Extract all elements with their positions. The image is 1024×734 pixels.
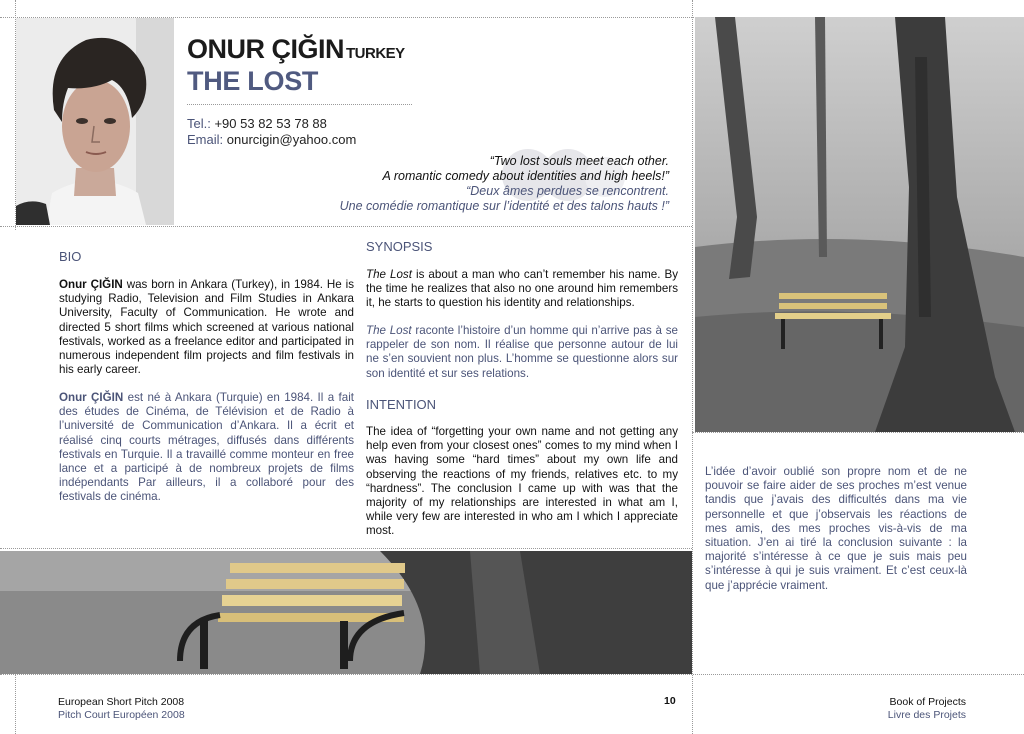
quote-english [382,154,669,184]
synopsis-en-title: The Lost [366,268,412,281]
guide-line [15,672,16,734]
phone-label: Tel.: [187,116,211,131]
quote-fr-line: “Deux âmes perdues se rencontrent. [466,184,669,198]
footer-left-en: European Short Pitch 2008 [58,696,185,708]
bio-english [59,278,354,377]
email-address: onurcigin@yahoo.com [226,132,357,147]
film-title: THE LOST [187,66,319,96]
synopsis-heading: SYNOPSIS [366,239,433,254]
synopsis-french [366,324,678,381]
guide-line [0,226,692,227]
bio-french [59,391,354,505]
title-underline [187,104,412,105]
synopsis-fr-text: raconte l’histoire d’un homme qui n’arrive pas à se rappeler de son nom. Il réalise que personne autour de lui ne s’en souvient non plus. L’homme se questionne alors sur son identité et sur ses relations. [366,324,678,380]
intention-heading: INTENTION [366,397,437,412]
synopsis-fr-title: The Lost [366,324,412,337]
footer-left-fr: Pitch Court Européen 2008 [58,709,185,721]
director-portrait-photo [16,18,174,225]
email-line [187,132,356,147]
bio-heading: BIO [59,249,82,264]
email-label: Email: [187,132,224,147]
director-name: ONUR ÇIĞIN TURKEY [187,34,405,64]
bio-en-text: was born in Ankara (Turkey), in 1984. He is studying Radio, Television and Film Studies in Ankara University, Faculty of Communication. He wrote and directed 5 short films which screened at various national festivals, worked as a freelance editor and participated in numerous independent film projects and film festivals in his early career. [59,278,354,377]
phone-line [187,116,327,131]
bio-fr-text: est né à Ankara (Turquie) en 1984. Il a fait des études de Cinéma, de Télévision et de Radio à l’université de Communication d’Ankara. Il a écrit et réalisé cinq courts métrages, diffusés dans différents festivals en Turquie. Il a travaillé comme monteur en free lance et a participé à de nombreux projets de films indépendants Par ailleurs, il a collaboré pour des festivals de cinéma. [59,391,354,504]
footer-right-fr: Livre des Projets [887,709,966,721]
quote-french [340,184,669,214]
guide-line [692,432,1024,433]
guide-line [0,548,692,549]
quote-en-line: A romantic comedy about identities and high heels!” [382,169,669,183]
guide-line [692,0,693,734]
synopsis-en-text: is about a man who can’t remember his name. By the time he realizes that also no one around him remembers it, he starts to question his identity and relationships. [366,268,678,310]
intention-english: The idea of “forgetting your own name and not getting any help even from your closest ones” comes to my mind when I was having some “hard times” about my own life and observing the reactions of my friends, relatives etc. to my “hardness”. The conclusion I came up with was that the majority of my relationships are interested in what am I, while very few are interested in who am I which I appreciate most. [366,425,678,538]
quote-en-line: “Two lost souls meet each other. [489,154,669,168]
quote-fr-line: Une comédie romantique sur l’identité et des talons hauts !” [339,199,669,213]
phone-number: +90 53 82 53 78 88 [214,116,327,131]
page-number: 10 [664,695,676,707]
footer-right-en: Book of Projects [889,696,966,708]
bio-en-name: Onur ÇIĞIN [59,278,123,291]
park-bench-photo [695,17,1024,432]
footer-left [58,696,185,722]
guide-line [0,674,1024,675]
intention-french: L’idée d’avoir oublié son propre nom et de ne pouvoir se faire aider de ses proches m’est venue tandis que j’avais des difficultés dans ma vie personnelle et que j’observais les réactions de mes amis, des mes proches vis-à-vis de ma situation. J’en ai tiré la conclusion suivante : la majorité s’intéresse à ce que je suis mais peu s’intéresse à qui je suis vraiment. Et c’est ceux-là que j’apprécie vraiment. [705,465,967,592]
footer-right [888,696,966,722]
bench-closeup-photo [0,551,692,674]
bio-fr-name: Onur ÇIĞIN [59,391,124,404]
synopsis-english [366,268,678,311]
country: TURKEY [346,45,405,62]
